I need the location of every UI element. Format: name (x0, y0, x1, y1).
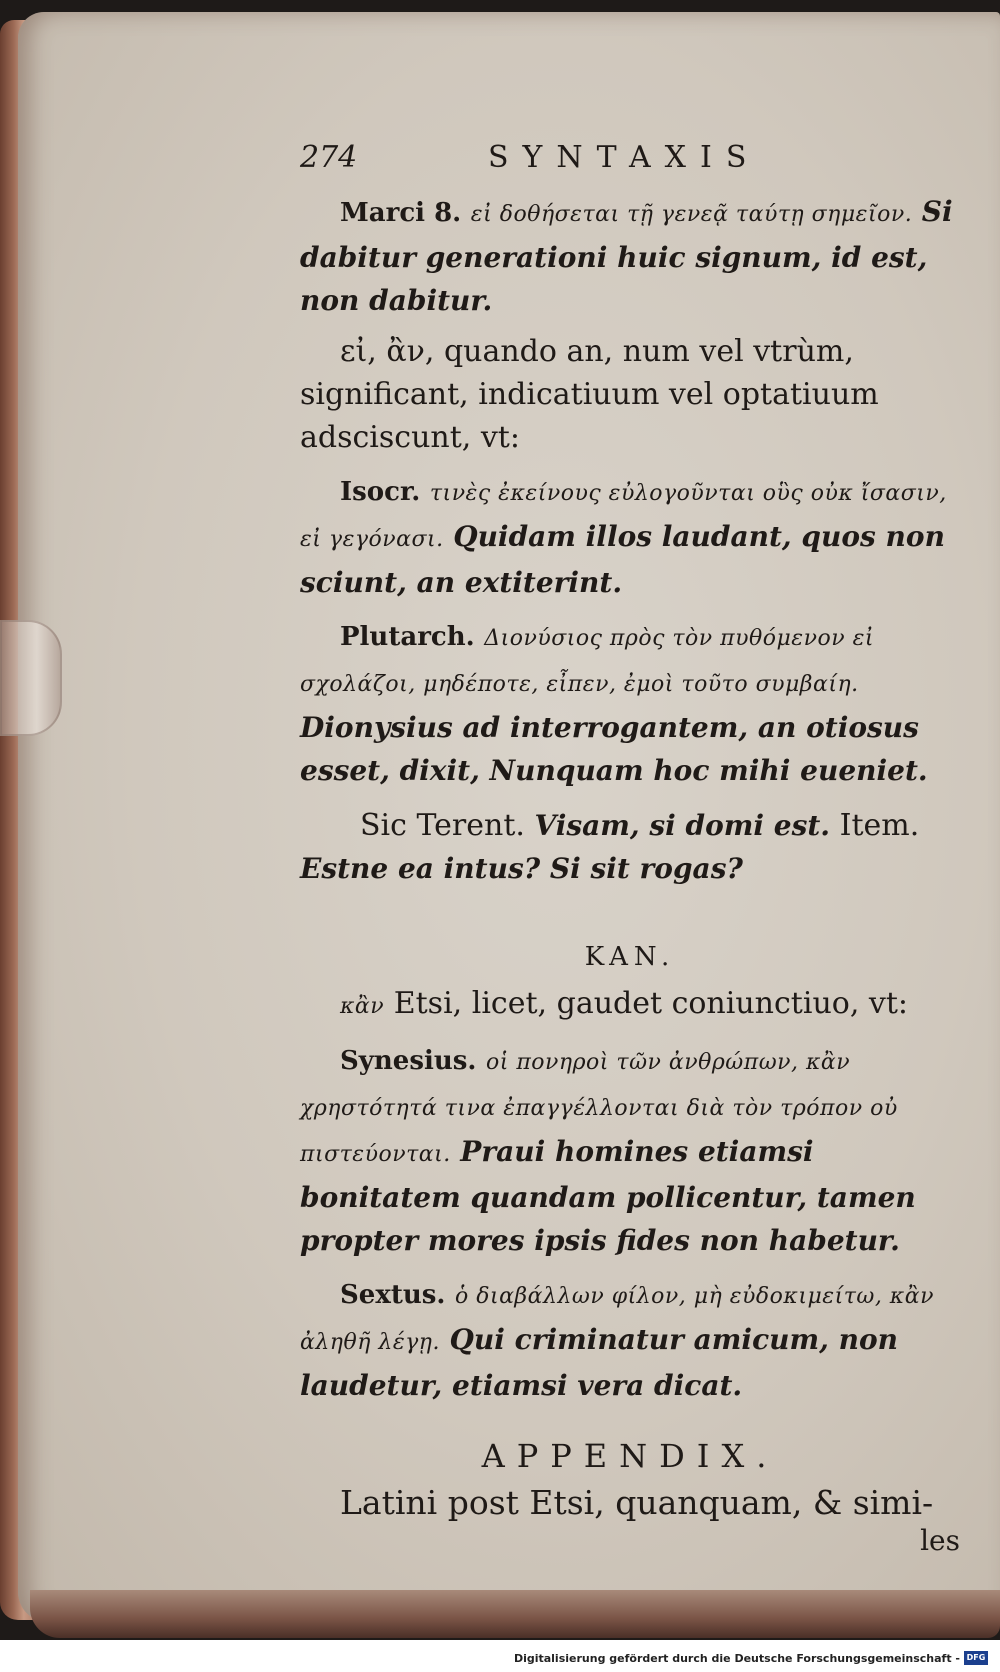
dfg-logo-icon: DFG (964, 1651, 988, 1665)
page-text (300, 140, 960, 1557)
sextus-block (300, 1272, 960, 1407)
plutarch-block (300, 614, 960, 792)
isocr-latin: Quidam illos laudant, quos non sciunt, an extiterint. (300, 520, 945, 599)
page-number: 274 (300, 140, 358, 175)
marci-latin: Si dabitur generationi huic signum, id est, non dabitur. (300, 195, 953, 317)
plutarch-greek: Διονύσιος πρὸς τὸν πυθόμενον εἰ σχολάζοι, μηδέποτε, εἶπεν, ἐμοὶ τοῦτο συμβαίη. (300, 626, 875, 697)
terent-block (300, 804, 960, 890)
sextus-greek: ὁ διαβάλλων φίλον, μὴ εὐδοκιμείτω, κἂν ἀληθῆ λέγῃ. (300, 1284, 934, 1355)
synesius-greek: οἱ πονηροὶ τῶν ἀνθρώπων, κἂν χρηστότητά τινα ἐπαγγέλλονται διὰ τὸν τρόπον οὐ πιστεύονται. (300, 1050, 898, 1167)
terent-quote-1: Visam, si domi est. (534, 809, 831, 842)
sextus-latin: Qui criminatur amicum, non laudetur, etiamsi vera dicat. (300, 1323, 898, 1402)
isocr-block (300, 469, 960, 604)
running-title: SYNTAXIS (488, 140, 761, 175)
page-header (300, 140, 960, 190)
marci-label: Marci 8. (340, 198, 462, 228)
isocr-greek: τινὲς ἐκείνους εὐλογοῦνται οὓς οὐκ ἴσασιν, εἰ γεγόνασι. (300, 481, 947, 552)
plutarch-label: Plutarch. (340, 622, 475, 652)
page-clip (0, 620, 62, 736)
synesius-label: Synesius. (340, 1046, 477, 1076)
kan-text: Etsi, licet, gaudet coniunctiuo, vt: (393, 986, 909, 1021)
terent-lead: Sic Terent. (360, 808, 525, 843)
catchword: les (920, 1524, 960, 1557)
marci-greek: εἰ δοθήσεται τῇ γενεᾷ ταύτῃ σημεῖον. (470, 202, 913, 227)
heading-appendix: APPENDIX. (481, 1437, 779, 1475)
kan-rule (300, 982, 960, 1028)
synesius-latin: Praui homines etiamsi bonitatem quandam pollicentur, tamen propter mores ipsis fides non habetur. (300, 1135, 916, 1257)
plutarch-latin: Dionysius ad interrogantem, an otiosus esset, dixit, Nunquam hoc mihi eueniet. (300, 711, 928, 787)
digitization-footer (514, 1648, 988, 1668)
rule-ei-an: εἰ, ἂν, quando an, num vel vtrùm, significant, indicatiuum vel optatiuum adsciscunt, vt: (300, 334, 879, 455)
synesius-block (300, 1038, 960, 1262)
page-bottom-edge (30, 1590, 1000, 1638)
kan-greek: κἂν (340, 994, 385, 1019)
terent-quote-2: Estne ea intus? Si sit rogas? (300, 852, 743, 885)
appendix-text: Latini post Etsi, quanquam, & simi- (340, 1483, 934, 1522)
footer-text: Digitalisierung gefördert durch die Deutsche Forschungsgemeinschaft - (513, 1651, 960, 1665)
terent-item: Item. (839, 808, 920, 843)
isocr-label: Isocr. (340, 477, 421, 507)
heading-kan: KAN. (584, 942, 676, 972)
marci-block (300, 190, 960, 322)
sextus-label: Sextus. (340, 1280, 446, 1310)
